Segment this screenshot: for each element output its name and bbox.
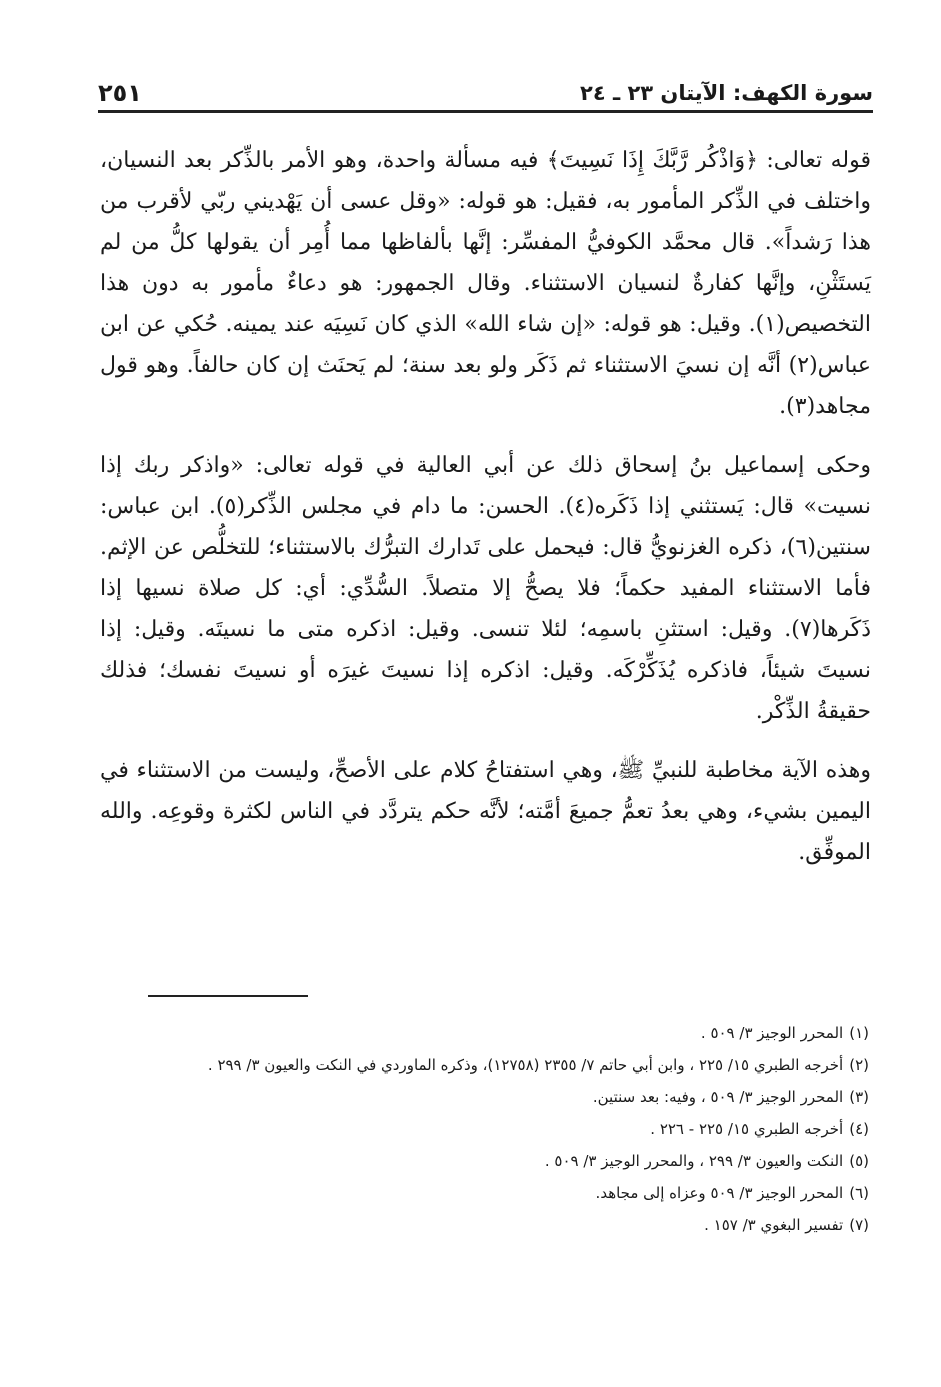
page-header: [98, 70, 873, 113]
footnote-text: المحرر الوجيز ٣/ ٥٠٩ .: [700, 1024, 844, 1042]
page-number: ٢٥١: [98, 79, 142, 107]
footnote-1: [105, 1020, 869, 1046]
footnote-text: النكت والعيون ٣/ ٢٩٩ ، والمحرر الوجيز ٣/ ٥٠٩ .: [544, 1152, 844, 1170]
footnote-number: (٥): [849, 1152, 869, 1170]
footnote-number: (٢): [849, 1056, 869, 1074]
footnote-text: المحرر الوجيز ٣/ ٥٠٩ ، وفيه: بعد سنتين.: [592, 1088, 844, 1106]
footnote-number: (٧): [849, 1216, 869, 1234]
footnote-6: [105, 1180, 869, 1206]
footnote-separator: [148, 995, 308, 997]
footnote-number: (١): [849, 1024, 869, 1042]
footnote-number: (٦): [849, 1184, 869, 1202]
footnote-number: (٣): [849, 1088, 869, 1106]
footnote-text: تفسير البغوي ٣/ ١٥٧ .: [704, 1216, 844, 1234]
footnote-3: [105, 1084, 869, 1110]
footnote-number: (٤): [849, 1120, 869, 1138]
paragraph-3: وهذه الآية مخاطبة للنبيِّ ﷺ، وهي استفتاحُ كلام على الأصحِّ، وليست من الاستثناء في اليمين بشيء، وهي بعدُ تعمُّ جميعَ أمَّته؛ لأنَّه حكم يتردَّد في الناس لكثرة وقوعِه. والله الموفِّق.: [100, 758, 871, 865]
footnote-7: [105, 1212, 869, 1238]
footnote-5: [105, 1148, 869, 1174]
footnote-2: [105, 1052, 869, 1078]
footnote-text: المحرر الوجيز ٣/ ٥٠٩ وعزاه إلى مجاهد.: [595, 1184, 844, 1202]
paragraph-2: وحكى إسماعيل بنُ إسحاق ذلك عن أبي العالية في قوله تعالى: «واذكر ربك إذا نسيت» قال: يَستثني إذا ذَكَره(٤). الحسن: ما دام في مجلس الذِّكر(٥). ابن عباس: سنتين(٦)، ذكره الغزنويُّ قال: فيحمل على تَدارك التبرُّك بالاستثناء؛ للتخلُّص عن الإثم. فأما الاستثناء المفيد حكماً؛ فلا يصحُّ إلا متصلاً. السُّدِّي: أي: كل صلاة نسيها إذا ذَكَرها(٧). وقيل: استثنِ باسمِه؛ لئلا تنسى. وقيل: اذكره متى ما نسيتَه. وقيل: إذا نسيتَ شيئاً، فاذكره يُذَكِّرْكَه. وقيل: اذكره إذا نسيتَ غيرَه أو نسيتَ نفسك؛ فذلك حقيقةُ الذِّكْر.: [100, 453, 871, 724]
footnotes: [105, 1020, 869, 1244]
footnote-text: أخرجه الطبري ١٥/ ٢٢٥ ، وابن أبي حاتم ٧/ ٢٣٥٥ (١٢٧٥٨)، وذكره الماوردي في النكت والعيون ٣/ ٢٩٩ .: [207, 1056, 844, 1074]
paragraph-1: قوله تعالى: ﴿وَاذْكُر رَّبَّكَ إِذَا نَسِيتَ﴾ فيه مسألة واحدة، وهو الأمر بالذِّكر بعد النسيان، واختلف في الذِّكر المأمور به، فقيل: هو قوله: «وقل عسى أن يَهْديني ربّي لأقرب من هذا رَشداً». قال محمَّد الكوفيُّ المفسِّر: إنَّها بألفاظها مما أُمِر أن يقولها كلُّ من لم يَستَثْنِ، وإنَّها كفارةٌ لنسيان الاستثناء. وقال الجمهور: هو دعاءٌ مأمور به دون هذا التخصيص(١). وقيل: هو قوله: «إن شاء الله» الذي كان نَسِيَه عند يمينه. حُكي عن ابن عباس(٢) أنَّه إن نسيَ الاستثناء ثم ذَكَر ولو بعد سنة؛ لم يَحنَث إن كان حالفاً. وهو قول مجاهد(٣).: [100, 148, 871, 419]
footnote-text: أخرجه الطبري ١٥/ ٢٢٥ - ٢٢٦ .: [650, 1120, 844, 1138]
footnote-4: [105, 1116, 869, 1142]
main-text: [100, 140, 871, 891]
surah-title: سورة الكهف: الآيتان ٢٣ ـ ٢٤: [580, 81, 873, 105]
